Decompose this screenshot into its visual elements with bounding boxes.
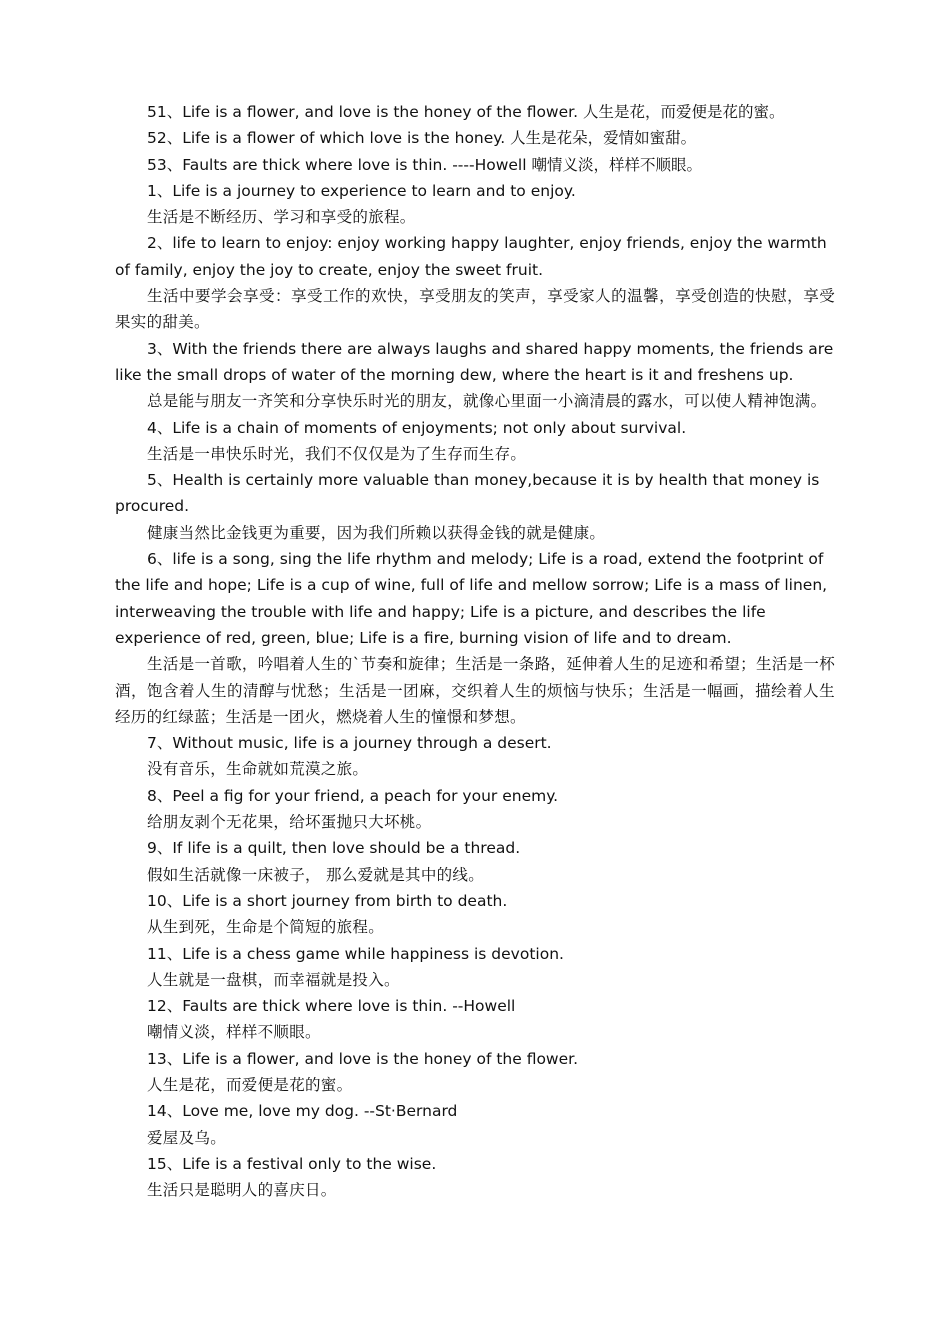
paragraph-chinese: 健康当然比金钱更为重要，因为我们所赖以获得金钱的就是健康。	[147, 523, 606, 542]
paragraph-english: 51、Life is a flower, and love is the honey of the flower. 人生是花，而爱便是花的蜜。	[147, 103, 785, 121]
paragraph-chinese: 人生就是一盘棋，而幸福就是投入。	[147, 970, 400, 989]
paragraph-english: 15、Life is a festival only to the wise.	[147, 1154, 437, 1173]
paragraph-english: 8、Peel a fig for your friend, a peach for your enemy.	[147, 786, 559, 805]
paragraph-chinese: 生活是一串快乐时光，我们不仅仅是为了生存而生存。	[147, 444, 527, 463]
paragraph-english: 5、Health is certainly more valuable than money,because it is by health that money is procured.	[115, 471, 820, 516]
paragraph-english: 10、Life is a short journey from birth to death.	[147, 891, 508, 910]
paragraph-chinese: 总是能与朋友一齐笑和分享快乐时光的朋友，就像心里面一小滴清晨的露水，可以使人精神饱满。	[147, 392, 827, 411]
paragraph-english: 4、Life is a chain of moments of enjoyments; not only about survival.	[147, 418, 687, 437]
paragraph-chinese: 嘲情义淡，样样不顺眼。	[147, 1023, 321, 1042]
paragraph-chinese: 生活是一首歌，吟唱着人生的`节奏和旋律；生活是一条路，延伸着人生的足迹和希望；生活是一杯酒，饱含着人生的清醇与忧愁；生活是一团麻，交织着人生的烦恼与快乐；生活是一幅画，描绘着人生经历的红绿蓝；生活是一团火，燃烧着人生的憧憬和梦想。	[115, 655, 835, 726]
paragraph-english: 14、Love me, love my dog. --St·Bernard	[147, 1102, 458, 1121]
paragraph-english: 6、life is a song, sing the life rhythm and melody; Life is a road, extend the footprint of the life and hope; Life is a cup of wine, full of life and mellow sorrow; Life is a mass of linen, interweaving the trouble with life and happy; Life is a picture, and describes the life experience of red, green, blue; Life is a fire, burning vision of life and to dream.	[115, 550, 828, 647]
paragraph-chinese: 假如生活就像一床被子， 那么爱就是其中的线。	[147, 865, 485, 884]
paragraph-chinese: 生活是不断经历、学习和享受的旅程。	[147, 208, 416, 227]
paragraph-chinese: 没有音乐，生命就如荒漠之旅。	[147, 760, 369, 779]
paragraph-chinese: 给朋友剥个无花果，给坏蛋抛只大坏桃。	[147, 813, 432, 832]
paragraph-english: 13、Life is a flower, and love is the honey of the flower.	[147, 1049, 579, 1068]
paragraph-english: 9、If life is a quilt, then love should be a thread.	[147, 839, 521, 858]
paragraph-english: 1、Life is a journey to experience to learn and to enjoy.	[147, 181, 576, 200]
document-body	[115, 99, 835, 1203]
paragraph-english: 11、Life is a chess game while happiness is devotion.	[147, 944, 564, 963]
paragraph-english: 53、Faults are thick where love is thin. ----Howell 嘲情义淡，样样不顺眼。	[147, 155, 702, 174]
paragraph-english: 12、Faults are thick where love is thin. --Howell	[147, 997, 516, 1016]
paragraph-chinese: 生活只是聪明人的喜庆日。	[147, 1181, 337, 1200]
paragraph-chinese: 人生是花，而爱便是花的蜜。	[147, 1075, 353, 1094]
paragraph-chinese: 从生到死，生命是个简短的旅程。	[147, 918, 385, 937]
paragraph-english: 2、life to learn to enjoy: enjoy working happy laughter, enjoy friends, enjoy the warmth of family, enjoy the joy to create, enjoy the sweet fruit.	[115, 234, 827, 279]
paragraph-english: 3、With the friends there are always laughs and shared happy moments, the friends are like the small drops of water of the morning dew, where the heart is it and freshens up.	[115, 339, 834, 384]
paragraph-english: 52、Life is a flower of which love is the honey. 人生是花朵，爱情如蜜甜。	[147, 129, 697, 148]
paragraph-chinese: 生活中要学会享受：享受工作的欢快，享受朋友的笑声，享受家人的温馨，享受创造的快慰，享受果实的甜美。	[115, 287, 835, 332]
paragraph-chinese: 爱屋及乌。	[147, 1128, 227, 1147]
paragraph-english: 7、Without music, life is a journey through a desert.	[147, 734, 552, 753]
